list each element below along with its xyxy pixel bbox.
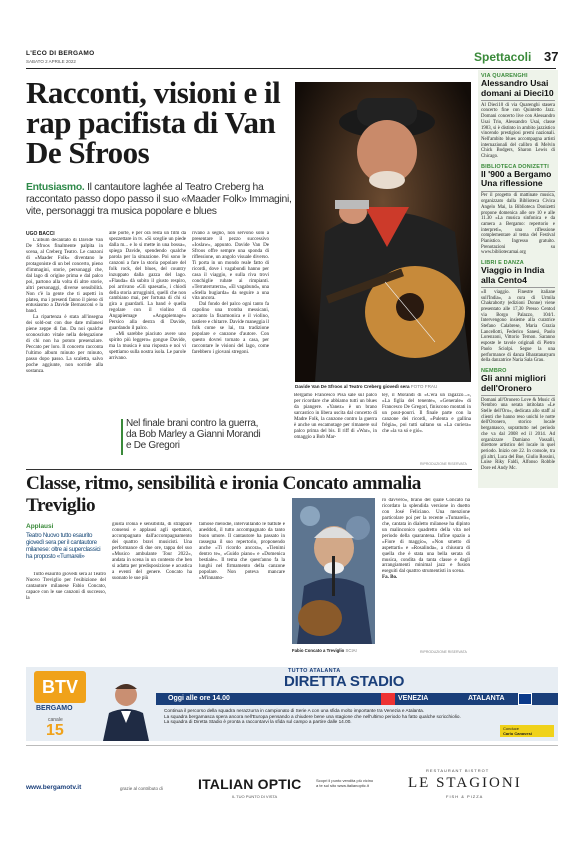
story2-column-1: Tutto esaurito giovedì sera al Teatro Nuovo Treviglio per l'esibizione del cantautore milanese Fabio Concato, capace con le sue canzoni di successo, la (26, 572, 106, 601)
concert-photo-concato (292, 498, 375, 644)
website-link[interactable]: www.bergamotv.it (26, 784, 82, 791)
brief-category: NEMBRO (481, 367, 507, 374)
story2-column-2: giusta ironia e sensibilità, di strappare consensi e applausi agli spettatori, accompagnato dall'accompagnamento dei quattro bravi musicisti. Una performance di due ore, tappa del suo «Musico ambulante Tour 2022», andata in scena in un contesto che ben si adatta per predisposizione e acustica a eventi del genere. Concato ha suonato le sue più (112, 522, 192, 581)
brief-category: VIA QUARENGHI (481, 73, 528, 79)
away-team: ATALANTA (468, 695, 505, 702)
rights-notice-2: RIPRODUZIONE RISERVATA (420, 650, 467, 654)
le-stagioni-logo: LE STAGIONI (408, 775, 522, 791)
pull-quote-bar (121, 419, 123, 455)
btv-logo: BTV (34, 671, 86, 703)
issue-date: SABATO 2 APRILE 2022 (26, 59, 76, 64)
brief-title: Viaggio in India alla Cento4 (481, 265, 545, 285)
sponsor-strip (26, 745, 558, 835)
rights-notice: RIPRODUZIONE RISERVATA (420, 462, 467, 466)
atalanta-crest-icon (518, 693, 532, 705)
italian-optic-tagline: IL TUO PUNTO DI VISTA (232, 794, 278, 799)
broadcast-time: Oggi alle ore 14.00 (168, 695, 230, 702)
story1-lead (26, 182, 298, 219)
story1-column-2: alle porte, e per ora resta un film da spezzettare in tv. «Si sceglie un piede dalla m... e lo si mette in una bossa», spiega Davide, spendendo qualche parola per la situazione. Poi sono le canzoni a fare la storia popolare del folk rock, del blues, del country inzuppato dalla gazza del lago. «Flauda» dà subito il giusto respiro, poi arrivano «Gli spaesati», i chiodi della storia arrugginiti, quelli che non cambiano mai, per fortuna di chi si gira a guardarli. La band è quella regolare con il violino di Angapiemage «Angapiemage» Persico alla destra di Davide, guardando il palco. «Mi sarebbe piaciuto avere uno spirito più leggero» gongue Davide, ma la musica è una risposta e noi vi spettiamo sulla nostra isola. Le parole arrivano. (109, 231, 186, 362)
brief-category: LIBRI E DANZA (481, 260, 524, 267)
brief-category: BIBLIOTECA DONIZETTI (481, 163, 549, 170)
restaurant-type: RESTAURANT BISTROT (426, 768, 490, 773)
story2-column-4: ro davvero», brano del quale Concato ha ricordato la splendida versione in duetto con José Feliciano. Una menzione particolare poi per la recente «Tumareli», che, cantata in dialetto milanese ha dipinto un malinconico quadretto della vita nel periodo della quarantena. Infine spazio a «Fiore di maggio», «Non smetto di aspettarti» e «Rosalinda», a chiusura di quella che è stata una bella serata di musica, condita da tanta classe e dagli arrangiamenti minimal jazz e fusion eseguiti dal quattro strumentisti in scena. Fa. Bo. (382, 498, 470, 581)
home-team: VENEZIA (398, 695, 429, 702)
masthead: L'ECO DI BERGAMO (26, 50, 95, 57)
lead-kicker: Entusiasmo. (26, 182, 85, 193)
btv-city: BERGAMO (36, 705, 73, 712)
concert-photo-van-de-sfroos (295, 82, 471, 382)
lead-text: Il cantautore laghée al Teatro Creberg ha raccontato passo dopo passo il suo «Maader Folk» Immagini, vite, personaggi tra musica popolare e blues (26, 182, 292, 218)
brief-title: Il '900 a Bergamo Una riflessione (481, 168, 552, 189)
signature: Fa. Bo. (382, 574, 398, 581)
photo1-caption: Davide Van De Sfroos al Teatro Creberg giovedì sera FOTO FRAU (295, 384, 438, 389)
story2-column-3: famose melodie, intervallando le battute e aneddoti, il tutto accompagnato da tanto buon umore. Il cantautore ha passato in rassegna il suo repertorio, proponendo anche «Ti ricordo ancora», «Tienimi dentro te», «Guido piano» e «Domenica bestiale». Il tema che quest'anno fa la lunghi nel firmamento della canzone popolare. Non poteva mancare «M'innamo- (199, 522, 285, 581)
restaurant-subtitle: FISH & PIZZA (446, 794, 484, 799)
brief-body: Al Dieci10 di via Quarenghi stasera concerto fine con Quintetto Jazz. Domani concerto live con Alessandro Usai Trio, Alessandro Usai, classe 1983, si è distinto in ambito jazzistico vincendo prestigiosi premi nazionali. Nell'ambito blues accompagna artisti internazionali del calibro di Melvin Chick Bodgers, Sharon Lewis di Chicago. (481, 102, 555, 160)
pull-quote: Nel finale brani contro la guerra, da Bob Marley a Gianni Morandi e De Gregori (126, 418, 261, 451)
story2-kicker: Applausi (26, 523, 54, 530)
show-title: DIRETTA STADIO (284, 673, 405, 690)
brief-body: «Il viaggio. Finestre italiane sull'India», a cura di Urmila Chakraborty (edizioni Donne) viene presentato alle 17,30 Presso Cento4 via Borgo Palazzo, 104/1. Intervengono insieme alla curatrice Stefano Calabrese, Maria Grazia Lancellotti, Federico Sanesi, Paolo Lorenzoni, Vittorio Ternon. Saranno esposte le tavole originali di Pietro Paolo Sciolpi. Segue la una performance di danza Bharatanatyam della danzatrice Naria Sala Grau. (481, 289, 555, 364)
brief-title: Alessandro Usai domani ai Dieci10 (481, 78, 554, 98)
section-rule (26, 469, 472, 470)
host-badge: Conduce Carlo Canavesi (500, 725, 554, 737)
italian-optic-text: Scopri il punto vendita più vicino a te sul sito www.italianoptic.it (316, 778, 374, 788)
photo1-credit: FOTO FRAU (410, 384, 438, 389)
story1-column-1: L'album decantato di Davide Van De Sfroos finalmente palpita in scena, al Creberg Teatro. Le canzoni di «Maader Folk» diventano le protagoniste di un bel concerto, pieno d'immagini, storie, personaggi che, dal lago di origine prima e dal palco poi, partono alla volta di altre storie, altri personaggi, diverse sensibilità. Non c'è la gente che ti aspetti in platea, ma i presenti fanno il pieno di entusiasmo a Davide Bernasconi e la band. La ripartenza è stata all'insegna dei sold-out con due date milanesi piene zeppe di fan. Da noi qualche sconosciuto vitale nella delegazione di chi non ha potuto presenziare. Peccato per loro. Il concerto racconta l'ultimo album minuto per minuto, passo dopo passo. La scaletta, salvo poche aggiunte, non sorride alla sostanza. (26, 238, 103, 374)
headline-van-de-sfroos: Racconti, visioni e il rap pacifista di Van De Sfroos (26, 75, 281, 170)
sidebar-briefs (478, 70, 558, 488)
italian-optic-logo: ITALIAN OPTIC (198, 776, 302, 792)
brief-body: Per il progetto di mattinate musica, organizzato dalla Biblioteca Civica Angelo Mai, la Biblioteca Donizetti propone domenica alle ore 10 e alle 11.30 «La musica sinfonica e da camera a Bergamo: repertorio e interpreti», una riflessione complementare al tema del Festival Pianistico. Ingresso gratuito. Prenotazioni su www.bibliotecamai.org (481, 193, 555, 256)
show-logo-top: TUTTO ATALANTA (288, 668, 341, 674)
sponsor-label: grazie al contributo di (120, 786, 163, 791)
channel-label: canale (48, 717, 63, 723)
page-number: 37 (544, 49, 559, 64)
photo2-credit: SCIAI (345, 648, 357, 653)
brief-body: Domani all'Oronero Love & Music di Nembro una serata intitolata «Le Stelle dell'Oro», dedicata allo staff ai clienti che hanno reso unichi le notte dell'Oronero, storico locale bergamasco, soprattutto nel periodo che va dal 2008 ed il 2014. Ad organizzare Damiano Vassalli, direttore artistico del locale in quel periodo. Inizio ore 22. In console, tra gli altri, Luca del Bue, Giulio Rossini, Luise Riky Faldi, Alfonso Robble Dore ed Andy Mc. (481, 397, 555, 472)
channel-number: 15 (46, 722, 64, 739)
presenter-photo (101, 677, 151, 741)
story1-column-4: Bergamo Francesco Pisa sale sul palco per ricordare che abbiamo tutti un blues da piangere. «Yanez» è un brano sarcastico in libera uscita dal concetto di Madre Folk, la canzone contro la guerra è anche un escamotage per rimanere sul palco prima del bis. Il riff di «War», in omaggio a Bob Mar- (294, 393, 377, 440)
ad-description: Continua il percorso della squadra nerazzurra in campionato di Serie A con una sfida molto importante tra Venezia e Atalanta. La squadra bergamasca spera ancora nell'Europa pensando a chiudere bene una stagione che nell'ultimo periodo ha fatto qualche scricchiolio. La squadra di Diretta Stadio è pronta a raccontarvi la sfida sul campo a partire dalle 14.00. (164, 708, 461, 725)
headline-concato: Classe, ritmo, sensibilità e ironia Concato ammalia Treviglio (26, 473, 421, 516)
byline: UGO BACCI (26, 231, 55, 237)
photo2-caption: Fabio Concato a Treviglio SCIAI (292, 648, 357, 653)
brief-title: Gli anni migliori dell'Oronero (481, 372, 546, 393)
header-rule (26, 68, 556, 69)
bergamo-tv-ad (26, 667, 558, 741)
venezia-crest-icon (381, 693, 395, 705)
story1-column-3: rivano a segno, non servono solo a presentare il pezzo successivo «Ioslaw», appunto. Davide Van De Sfroos offre sempre una sponda di riflessione, un angolo visuale diverso. Ti porta in un mondo reale fatto di ricordi, dove i vagabondi hanno per casa il viaggio, e sulla riva trovi conchiglie rubate ai rimpianti. «Terraterraterra», «El vagabund», una «Stella bugiarda» da seguire a una vita ancora. Dal fondo del palco ogni tanto fa capolino una tromba messicani, accanto la fisarmonica e il violino, tastiere e chitarre. Davide maneggia il folk come se lai, tra tradizione popolare e canzone d'autore. Con questo dovrei tornato a casa, per raccontare le visioni del lago, come farebbero i giovani stregoni. (192, 231, 269, 356)
story1-column-5: ley, il Morandi di «C'era un ragazzo...», «La figlia del tenente», «Generale» di Francesco De Gregori, finiscono montati in un pout-pourri. Il finale parte con la canzone dei ricordi, «Pulenta e gallina frègia», poi tutti saltano su «La curiera» che «la va só e gió». (382, 393, 471, 434)
story2-lead: Teatro Nuovo tutto esaurito giovedì sera per il cantautore milanese: oltre ai superclassici ha proposto «Tumareli» (26, 532, 101, 560)
section-name: Spettacoli (474, 50, 532, 64)
